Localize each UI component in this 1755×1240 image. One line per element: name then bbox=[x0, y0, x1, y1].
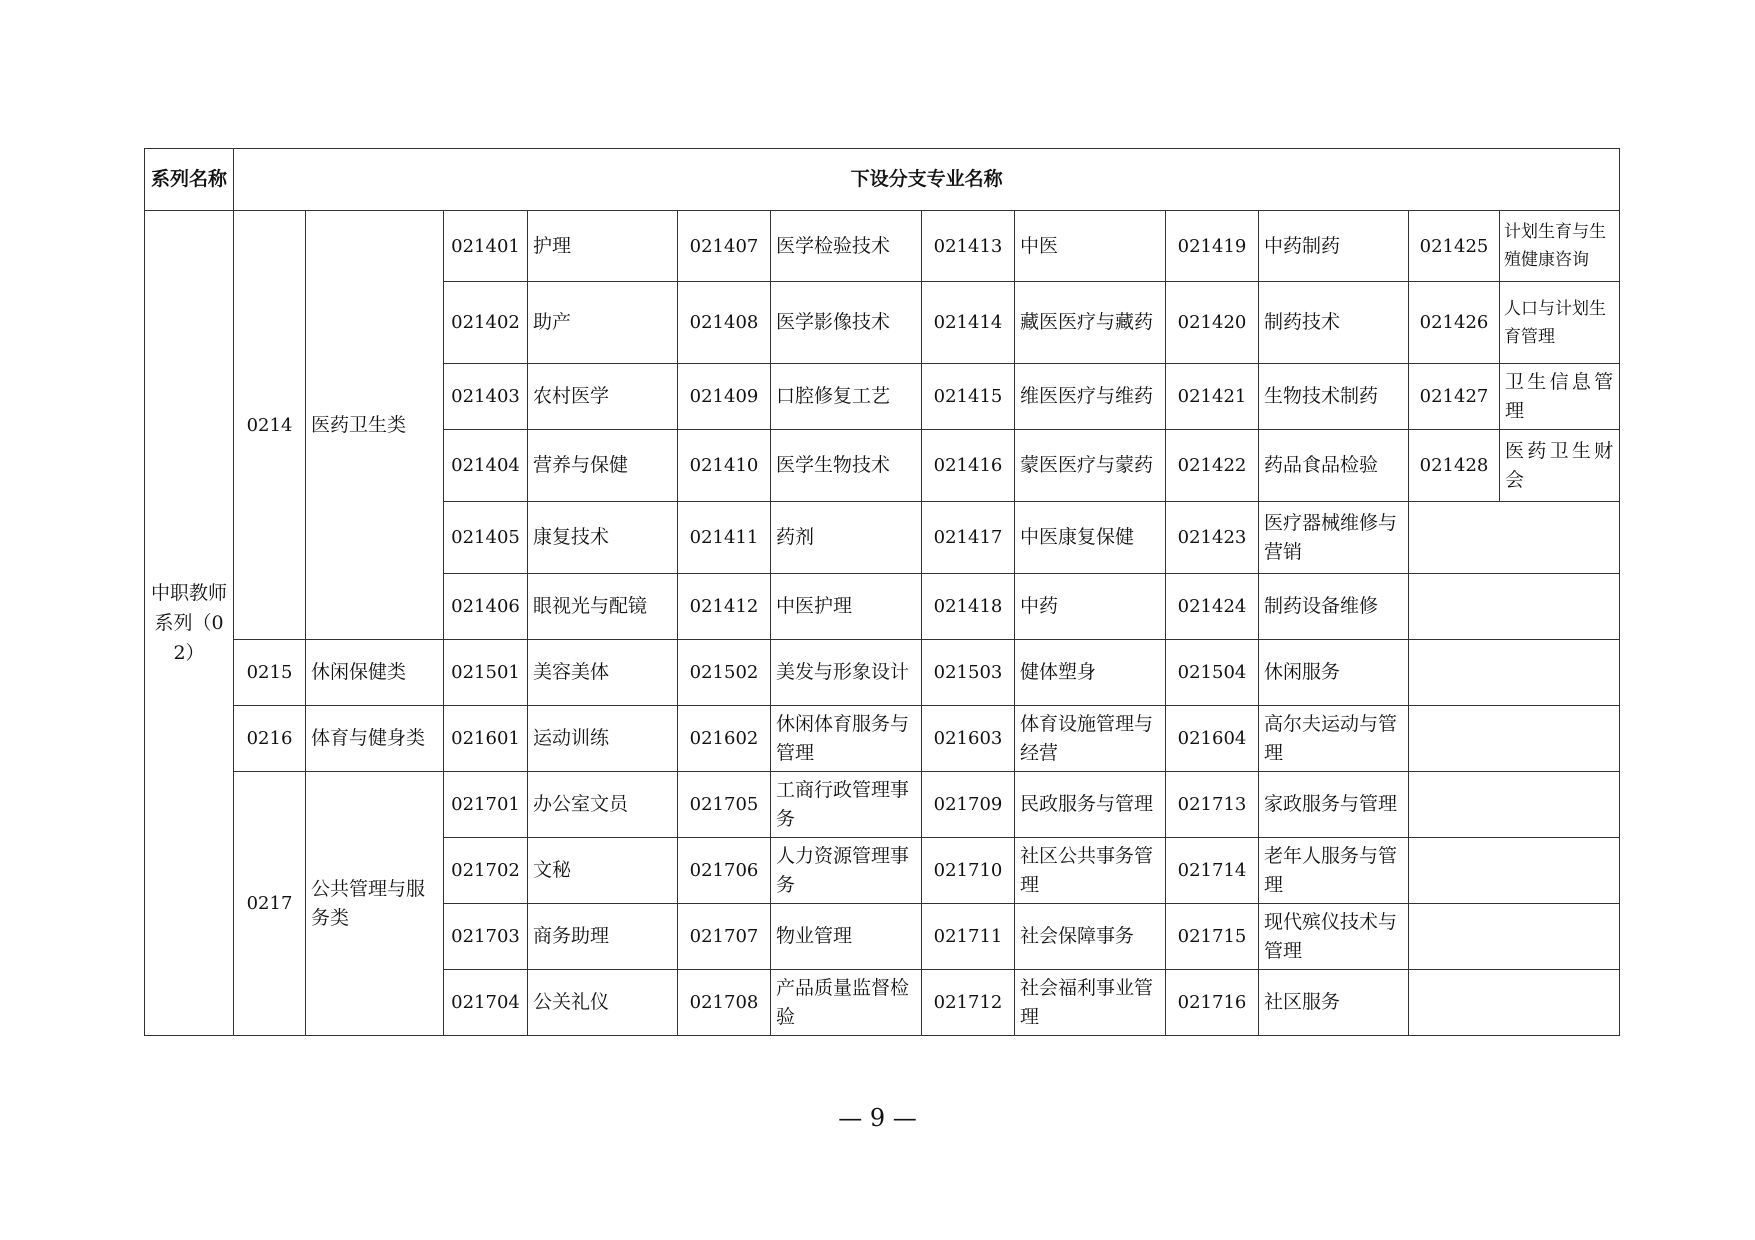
specialty-name-cell: 药剂 bbox=[771, 502, 922, 574]
specialty-name-cell: 医疗器械维修与营销 bbox=[1259, 502, 1409, 574]
specialty-code-cell: 021418 bbox=[922, 574, 1015, 640]
empty-cell bbox=[1409, 502, 1620, 574]
specialty-code-cell: 021403 bbox=[444, 364, 528, 430]
empty-cell bbox=[1409, 706, 1620, 772]
specialty-name-cell: 营养与保健 bbox=[528, 430, 678, 502]
specialty-name-cell: 休闲体育服务与管理 bbox=[771, 706, 922, 772]
category-name-cell: 公共管理与服务类 bbox=[306, 772, 444, 1036]
specialty-name-cell: 医学生物技术 bbox=[771, 430, 922, 502]
specialty-code-cell: 021412 bbox=[678, 574, 771, 640]
specialty-code-cell: 021714 bbox=[1166, 838, 1259, 904]
specialty-code-cell: 021707 bbox=[678, 904, 771, 970]
specialty-code-cell: 021426 bbox=[1409, 282, 1500, 364]
specialty-name-cell: 医学影像技术 bbox=[771, 282, 922, 364]
category-code-cell: 0214 bbox=[234, 211, 306, 640]
specialty-name-cell: 美容美体 bbox=[528, 640, 678, 706]
specialty-name-cell: 生物技术制药 bbox=[1259, 364, 1409, 430]
specialty-code-cell: 021503 bbox=[922, 640, 1015, 706]
specialty-name-cell: 中医护理 bbox=[771, 574, 922, 640]
specialty-code-cell: 021709 bbox=[922, 772, 1015, 838]
specialty-name-cell: 家政服务与管理 bbox=[1259, 772, 1409, 838]
specialty-name-cell: 中医 bbox=[1015, 211, 1166, 282]
empty-cell bbox=[1409, 574, 1620, 640]
specialty-name-cell: 维医医疗与维药 bbox=[1015, 364, 1166, 430]
specialty-code-cell: 021424 bbox=[1166, 574, 1259, 640]
specialty-code-cell: 021413 bbox=[922, 211, 1015, 282]
specialty-code-cell: 021427 bbox=[1409, 364, 1500, 430]
specialty-code-cell: 021602 bbox=[678, 706, 771, 772]
specialty-name-cell: 人力资源管理事务 bbox=[771, 838, 922, 904]
specialty-code-cell: 021415 bbox=[922, 364, 1015, 430]
specialty-code-cell: 021417 bbox=[922, 502, 1015, 574]
empty-cell bbox=[1409, 772, 1620, 838]
specialty-code-cell: 021708 bbox=[678, 970, 771, 1036]
empty-cell bbox=[1409, 640, 1620, 706]
table-header-row bbox=[145, 149, 1620, 211]
specialty-code-cell: 021408 bbox=[678, 282, 771, 364]
specialty-name-cell: 物业管理 bbox=[771, 904, 922, 970]
specialty-name-cell: 护理 bbox=[528, 211, 678, 282]
category-code-cell: 0217 bbox=[234, 772, 306, 1036]
specialty-code-cell: 021705 bbox=[678, 772, 771, 838]
specialty-name-cell: 办公室文员 bbox=[528, 772, 678, 838]
specialty-code-cell: 021414 bbox=[922, 282, 1015, 364]
category-code-cell: 0216 bbox=[234, 706, 306, 772]
specialty-name-cell: 社区公共事务管理 bbox=[1015, 838, 1166, 904]
specialty-name-cell: 产品质量监督检验 bbox=[771, 970, 922, 1036]
series-name-cell: 中职教师系列（02） bbox=[145, 211, 234, 1036]
specialty-code-cell: 021704 bbox=[444, 970, 528, 1036]
specialty-code-cell: 021428 bbox=[1409, 430, 1500, 502]
specialty-code-cell: 021715 bbox=[1166, 904, 1259, 970]
specialty-name-cell: 商务助理 bbox=[528, 904, 678, 970]
specialty-code-cell: 021501 bbox=[444, 640, 528, 706]
specialty-code-cell: 021712 bbox=[922, 970, 1015, 1036]
specialty-code-cell: 021425 bbox=[1409, 211, 1500, 282]
empty-cell bbox=[1409, 970, 1620, 1036]
specialty-name-cell: 美发与形象设计 bbox=[771, 640, 922, 706]
specialty-name-cell: 工商行政管理事务 bbox=[771, 772, 922, 838]
specialty-name-cell: 医药卫生财会 bbox=[1500, 430, 1620, 502]
specialty-code-cell: 021703 bbox=[444, 904, 528, 970]
specialty-name-cell: 藏医医疗与藏药 bbox=[1015, 282, 1166, 364]
specialty-name-cell: 人口与计划生育管理 bbox=[1500, 282, 1620, 364]
specialty-name-cell: 健体塑身 bbox=[1015, 640, 1166, 706]
specialty-name-cell: 体育设施管理与经营 bbox=[1015, 706, 1166, 772]
specialty-name-cell: 农村医学 bbox=[528, 364, 678, 430]
specialty-name-cell: 休闲服务 bbox=[1259, 640, 1409, 706]
specialty-name-cell: 助产 bbox=[528, 282, 678, 364]
specialty-code-cell: 021411 bbox=[678, 502, 771, 574]
specialty-name-cell: 中药制药 bbox=[1259, 211, 1409, 282]
specialty-code-cell: 021402 bbox=[444, 282, 528, 364]
empty-cell bbox=[1409, 904, 1620, 970]
specialty-name-cell: 眼视光与配镜 bbox=[528, 574, 678, 640]
specialty-code-cell: 021701 bbox=[444, 772, 528, 838]
page-number: — 9 — bbox=[838, 1104, 917, 1132]
category-name-cell: 医药卫生类 bbox=[306, 211, 444, 640]
category-name-cell: 体育与健身类 bbox=[306, 706, 444, 772]
specialty-code-cell: 021419 bbox=[1166, 211, 1259, 282]
specialty-name-cell: 康复技术 bbox=[528, 502, 678, 574]
category-name-cell: 休闲保健类 bbox=[306, 640, 444, 706]
specialty-name-cell: 公关礼仪 bbox=[528, 970, 678, 1036]
specialty-name-cell: 口腔修复工艺 bbox=[771, 364, 922, 430]
table-row bbox=[145, 640, 1620, 706]
specialty-code-cell: 021716 bbox=[1166, 970, 1259, 1036]
specialty-code-cell: 021710 bbox=[922, 838, 1015, 904]
specialty-code-cell: 021404 bbox=[444, 430, 528, 502]
specialty-code-cell: 021401 bbox=[444, 211, 528, 282]
specialty-code-cell: 021410 bbox=[678, 430, 771, 502]
series-column-header: 系列名称 bbox=[145, 149, 234, 211]
specialty-name-cell: 中医康复保健 bbox=[1015, 502, 1166, 574]
table-row bbox=[145, 211, 1620, 282]
specialty-name-cell: 现代殡仪技术与管理 bbox=[1259, 904, 1409, 970]
specialty-code-cell: 021405 bbox=[444, 502, 528, 574]
specialty-code-cell: 021706 bbox=[678, 838, 771, 904]
specialty-code-cell: 021711 bbox=[922, 904, 1015, 970]
specialty-name-cell: 民政服务与管理 bbox=[1015, 772, 1166, 838]
category-code-cell: 0215 bbox=[234, 640, 306, 706]
specialty-name-cell: 社会福利事业管理 bbox=[1015, 970, 1166, 1036]
specialty-table bbox=[144, 148, 1620, 1036]
specialty-name-cell: 社区服务 bbox=[1259, 970, 1409, 1036]
specialty-name-cell: 医学检验技术 bbox=[771, 211, 922, 282]
specialty-code-cell: 021421 bbox=[1166, 364, 1259, 430]
specialty-name-cell: 计划生育与生殖健康咨询 bbox=[1500, 211, 1620, 282]
specialty-name-cell: 社会保障事务 bbox=[1015, 904, 1166, 970]
specialty-name-cell: 老年人服务与管理 bbox=[1259, 838, 1409, 904]
specialty-name-cell: 药品食品检验 bbox=[1259, 430, 1409, 502]
specialty-code-cell: 021502 bbox=[678, 640, 771, 706]
table-row bbox=[145, 706, 1620, 772]
specialty-code-cell: 021407 bbox=[678, 211, 771, 282]
specialty-code-cell: 021702 bbox=[444, 838, 528, 904]
specialty-code-cell: 021603 bbox=[922, 706, 1015, 772]
specialty-code-cell: 021416 bbox=[922, 430, 1015, 502]
specialty-code-cell: 021406 bbox=[444, 574, 528, 640]
empty-cell bbox=[1409, 838, 1620, 904]
specialty-code-cell: 021409 bbox=[678, 364, 771, 430]
specialty-name-cell: 蒙医医疗与蒙药 bbox=[1015, 430, 1166, 502]
specialty-name-cell: 高尔夫运动与管理 bbox=[1259, 706, 1409, 772]
specialty-code-cell: 021604 bbox=[1166, 706, 1259, 772]
specialty-code-cell: 021420 bbox=[1166, 282, 1259, 364]
specialty-name-cell: 制药设备维修 bbox=[1259, 574, 1409, 640]
branch-column-header: 下设分支专业名称 bbox=[234, 149, 1620, 211]
table-row bbox=[145, 772, 1620, 838]
specialty-code-cell: 021423 bbox=[1166, 502, 1259, 574]
specialty-name-cell: 运动训练 bbox=[528, 706, 678, 772]
specialty-name-cell: 中药 bbox=[1015, 574, 1166, 640]
specialty-code-cell: 021601 bbox=[444, 706, 528, 772]
specialty-code-cell: 021713 bbox=[1166, 772, 1259, 838]
specialty-name-cell: 卫生信息管理 bbox=[1500, 364, 1620, 430]
specialty-code-cell: 021504 bbox=[1166, 640, 1259, 706]
specialty-code-cell: 021422 bbox=[1166, 430, 1259, 502]
specialty-name-cell: 文秘 bbox=[528, 838, 678, 904]
specialty-name-cell: 制药技术 bbox=[1259, 282, 1409, 364]
